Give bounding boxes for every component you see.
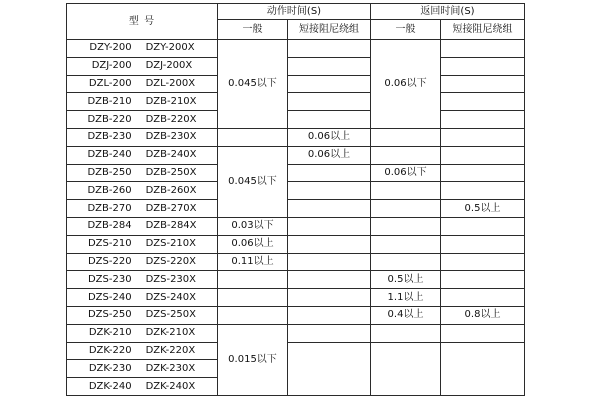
model-name-x: DZB-250X — [145, 166, 197, 178]
model-name: DZB-240 — [87, 149, 132, 161]
model-name: DZB-260 — [87, 184, 132, 196]
return-general-cell: 0.5以上 — [371, 271, 441, 289]
action-damping-cell — [288, 93, 371, 111]
model-name: DZB-220 — [87, 113, 132, 125]
model-name: DZB-284 — [87, 220, 132, 232]
table-row — [67, 75, 525, 93]
model-name-x: DZS-250X — [145, 309, 197, 321]
return-general-cell: 0.06以下 — [371, 164, 441, 182]
action-damping-cell — [288, 40, 371, 58]
action-damping-cell — [288, 111, 371, 129]
return-general-header: 一般 — [371, 20, 441, 40]
model-name: DZS-250 — [87, 309, 132, 321]
model-name-x: DZS-210X — [145, 238, 197, 250]
return-damping-cell — [441, 128, 525, 146]
model-name: DZL-200 — [88, 77, 132, 89]
model-name: DZB-270 — [87, 202, 132, 214]
action-general-cell — [218, 289, 288, 307]
action-damping-cell — [288, 324, 371, 342]
return-general-cell — [371, 253, 441, 271]
action-general-cell: 0.06以上 — [218, 235, 288, 253]
model-name-x: DZL-200X — [145, 77, 196, 89]
model-name: DZJ-200 — [91, 60, 132, 72]
spec-table — [66, 3, 525, 396]
return-damping-cell — [441, 271, 525, 289]
action-general-cell: 0.045以下 — [218, 40, 288, 129]
table-header — [67, 4, 525, 40]
model-name-x: DZB-210X — [145, 95, 197, 107]
model-name: DZK-220 — [88, 344, 132, 356]
return-damping-cell — [441, 57, 525, 75]
table-row — [67, 182, 525, 200]
action-general-cell: 0.11以上 — [218, 253, 288, 271]
model-name-x: DZK-240X — [145, 380, 196, 392]
model-cell — [67, 306, 218, 324]
model-cell — [67, 217, 218, 235]
action-damping-cell — [288, 164, 371, 182]
action-damping-cell — [288, 342, 371, 395]
model-cell — [67, 182, 218, 200]
action-damping-cell: 0.06以上 — [288, 146, 371, 164]
model-name-x: DZK-220X — [145, 344, 196, 356]
action-damping-cell — [288, 200, 371, 218]
table-row — [67, 271, 525, 289]
model-name: DZB-210 — [87, 95, 132, 107]
model-cell — [67, 111, 218, 129]
model-cell — [67, 57, 218, 75]
return-damping-cell — [441, 253, 525, 271]
table-row — [67, 57, 525, 75]
table-row — [67, 342, 525, 360]
action-damping-cell — [288, 235, 371, 253]
return-damping-cell — [441, 111, 525, 129]
model-cell — [67, 289, 218, 307]
header-row-1 — [67, 4, 525, 20]
return-general-cell: 0.06以下 — [371, 40, 441, 129]
return-general-cell — [371, 217, 441, 235]
action-damping-cell: 0.06以上 — [288, 128, 371, 146]
model-name-x: DZK-210X — [145, 327, 196, 339]
model-cell — [67, 75, 218, 93]
return-damping-cell — [441, 324, 525, 342]
return-damping-cell — [441, 40, 525, 58]
action-general-cell — [218, 128, 288, 146]
model-name-x: DZY-200X — [145, 42, 195, 54]
action-damping-header: 短接阻尼绕组 — [288, 20, 371, 40]
action-general-cell — [218, 271, 288, 289]
return-time-header: 返回时间(S) — [371, 4, 525, 20]
model-name: DZS-240 — [87, 291, 132, 303]
model-name-x: DZK-230X — [145, 362, 196, 374]
table-row — [67, 40, 525, 58]
return-damping-cell — [441, 289, 525, 307]
return-damping-cell — [441, 93, 525, 111]
return-general-cell — [371, 324, 441, 342]
action-damping-cell — [288, 57, 371, 75]
action-damping-cell — [288, 217, 371, 235]
model-name: DZK-240 — [88, 380, 132, 392]
table-row — [67, 93, 525, 111]
return-damping-cell — [441, 342, 525, 395]
action-general-cell: 0.015以下 — [218, 324, 288, 395]
model-name: DZS-230 — [87, 273, 132, 285]
action-damping-cell — [288, 75, 371, 93]
action-damping-cell — [288, 289, 371, 307]
model-name: DZS-210 — [87, 238, 132, 250]
action-general-cell — [218, 306, 288, 324]
return-general-cell: 1.1以上 — [371, 289, 441, 307]
model-name-x: DZB-230X — [145, 131, 197, 143]
model-cell — [67, 128, 218, 146]
model-cell — [67, 93, 218, 111]
table-row — [67, 200, 525, 218]
return-general-cell: 0.4以上 — [371, 306, 441, 324]
model-cell — [67, 40, 218, 58]
return-damping-cell — [441, 235, 525, 253]
action-damping-cell — [288, 306, 371, 324]
model-name-x: DZJ-200X — [145, 60, 193, 72]
return-general-cell — [371, 182, 441, 200]
model-name-x: DZS-220X — [145, 255, 197, 267]
table-row — [67, 146, 525, 164]
model-name: DZS-220 — [87, 255, 132, 267]
action-damping-cell — [288, 271, 371, 289]
action-damping-cell — [288, 182, 371, 200]
table-row — [67, 306, 525, 324]
model-cell — [67, 324, 218, 342]
table-row — [67, 128, 525, 146]
return-damping-cell — [441, 217, 525, 235]
model-name-x: DZB-284X — [145, 220, 197, 232]
return-general-cell — [371, 146, 441, 164]
model-name-x: DZS-240X — [145, 291, 197, 303]
action-time-header: 动作时间(S) — [218, 4, 371, 20]
model-name: DZK-230 — [88, 362, 132, 374]
return-damping-cell — [441, 164, 525, 182]
model-cell — [67, 200, 218, 218]
action-damping-cell — [288, 253, 371, 271]
return-general-cell — [371, 128, 441, 146]
model-cell — [67, 253, 218, 271]
table-row — [67, 164, 525, 182]
table-row — [67, 217, 525, 235]
model-name-x: DZB-260X — [145, 184, 197, 196]
model-cell — [67, 342, 218, 360]
table-row — [67, 111, 525, 129]
return-damping-cell: 0.5以上 — [441, 200, 525, 218]
model-cell — [67, 235, 218, 253]
return-damping-cell — [441, 146, 525, 164]
model-name-x: DZB-220X — [145, 113, 197, 125]
model-column-header: 型 号 — [67, 4, 218, 40]
table-row — [67, 289, 525, 307]
model-cell — [67, 378, 218, 396]
return-damping-cell — [441, 182, 525, 200]
model-cell — [67, 164, 218, 182]
return-general-cell — [371, 235, 441, 253]
table-row — [67, 253, 525, 271]
model-cell — [67, 271, 218, 289]
table-row — [67, 235, 525, 253]
model-name-x: DZB-270X — [145, 202, 197, 214]
model-cell — [67, 360, 218, 378]
model-cell — [67, 146, 218, 164]
return-general-cell — [371, 200, 441, 218]
return-damping-header: 短接阻尼绕组 — [441, 20, 525, 40]
model-name-x: DZS-230X — [145, 273, 197, 285]
return-damping-cell: 0.8以上 — [441, 306, 525, 324]
table-row — [67, 324, 525, 342]
model-name: DZY-200 — [89, 42, 132, 54]
model-name: DZK-210 — [88, 327, 132, 339]
action-general-cell: 0.045以下 — [218, 146, 288, 217]
model-name: DZB-230 — [87, 131, 132, 143]
return-damping-cell — [441, 75, 525, 93]
action-general-header: 一般 — [218, 20, 288, 40]
model-name: DZB-250 — [87, 166, 132, 178]
return-general-cell — [371, 342, 441, 395]
model-name-x: DZB-240X — [145, 149, 197, 161]
action-general-cell: 0.03以下 — [218, 217, 288, 235]
